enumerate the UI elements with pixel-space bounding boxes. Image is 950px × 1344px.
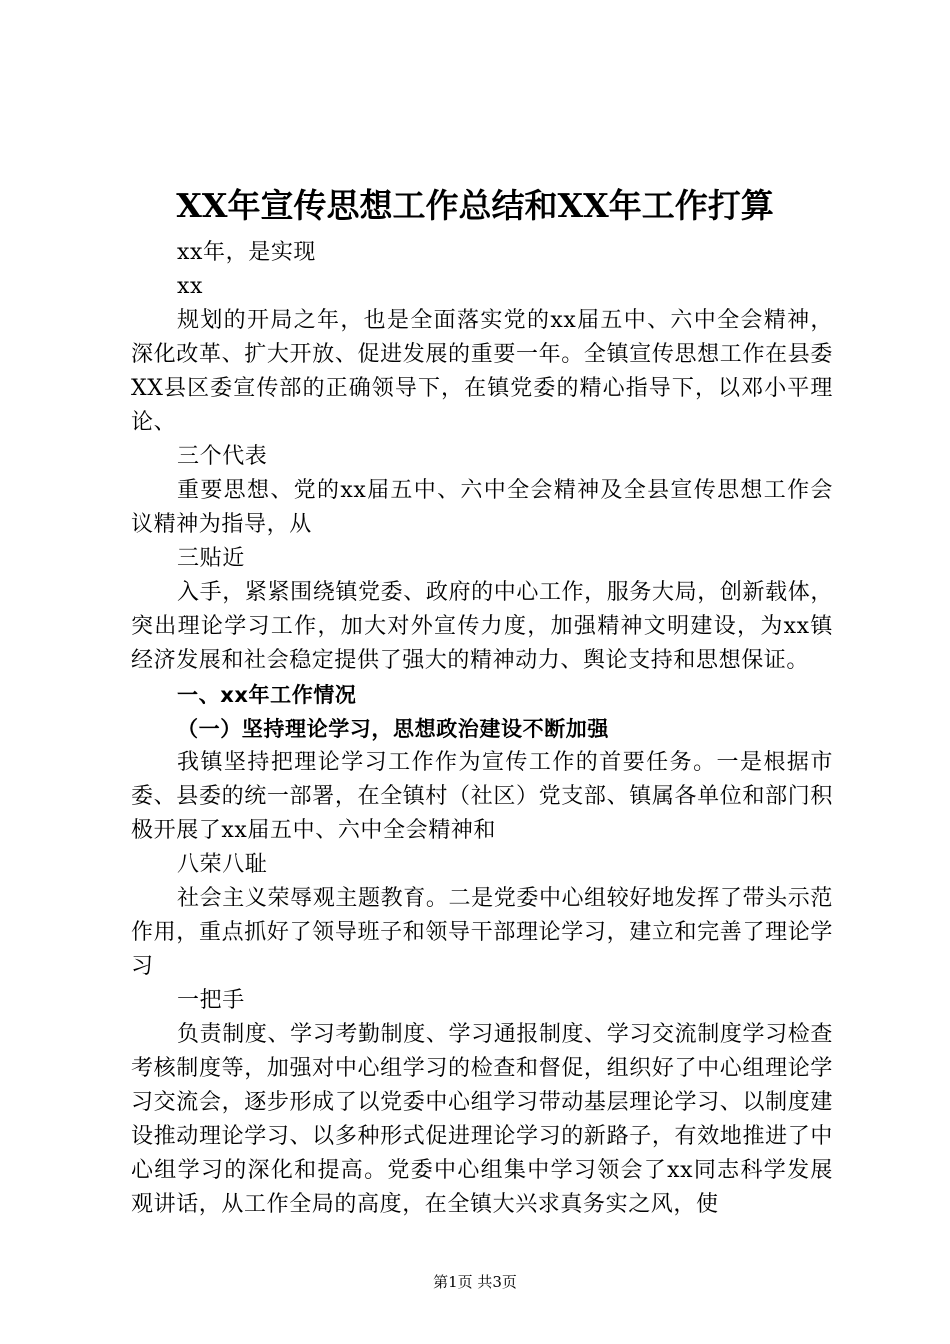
paragraph: 入手，紧紧围绕镇党委、政府的中心工作，服务大局，创新载体，突出理论学习工作，加大对外宣传力度，加强精神文明建设，为xx镇经济发展和社会稳定提供了强大的精神动力、舆论支持和思想保证。 xyxy=(131,580,833,673)
paragraph: 重要思想、党的xx届五中、六中全会精神及全县宣传思想工作会议精神为指导，从 xyxy=(131,478,833,537)
page-number-footer: 第1页 共3页 xyxy=(433,1273,517,1291)
paragraph: xx年，是实现 xyxy=(177,240,317,265)
paragraph: 负责制度、学习考勤制度、学习通报制度、学习交流制度学习检查考核制度等，加强对中心组学习的检查和督促，组织好了中心组理论学习交流会，逐步形成了以党委中心组学习带动基层理论学习、以制度建设推动理论学习、以多种形式促进理论学习的新路子，有效地推进了中心组学习的深化和提高。党委中心组集中学习领会了xx同志科学发展观讲话，从工作全局的高度，在全镇大兴求真务实之风，使 xyxy=(131,1022,833,1217)
paragraph: 三贴近 xyxy=(177,546,245,571)
paragraph: 三个代表 xyxy=(177,444,268,469)
document-title: XX年宣传思想工作总结和XX年工作打算 xyxy=(176,186,774,225)
paragraph: 一把手 xyxy=(177,988,245,1013)
section-heading: 一、xx年工作情况 xyxy=(177,683,357,707)
paragraph: 我镇坚持把理论学习工作作为宣传工作的首要任务。一是根据市委、县委的统一部署，在全镇村（社区）党支部、镇属各单位和部门积极开展了xx届五中、六中全会精神和 xyxy=(131,750,833,843)
paragraph: 八荣八耻 xyxy=(177,852,268,877)
document-body xyxy=(131,236,833,1222)
paragraph: 规划的开局之年，也是全面落实党的xx届五中、六中全会精神，深化改革、扩大开放、促进发展的重要一年。全镇宣传思想工作在县委XX县区委宣传部的正确领导下，在镇党委的精心指导下，以邓小平理论、 xyxy=(131,308,833,435)
paragraph: 社会主义荣辱观主题教育。二是党委中心组较好地发挥了带头示范作用，重点抓好了领导班子和领导干部理论学习，建立和完善了理论学习 xyxy=(131,886,833,979)
paragraph: xx xyxy=(177,274,204,299)
subsection-heading: （一）坚持理论学习，思想政治建设不断加强 xyxy=(177,717,609,741)
